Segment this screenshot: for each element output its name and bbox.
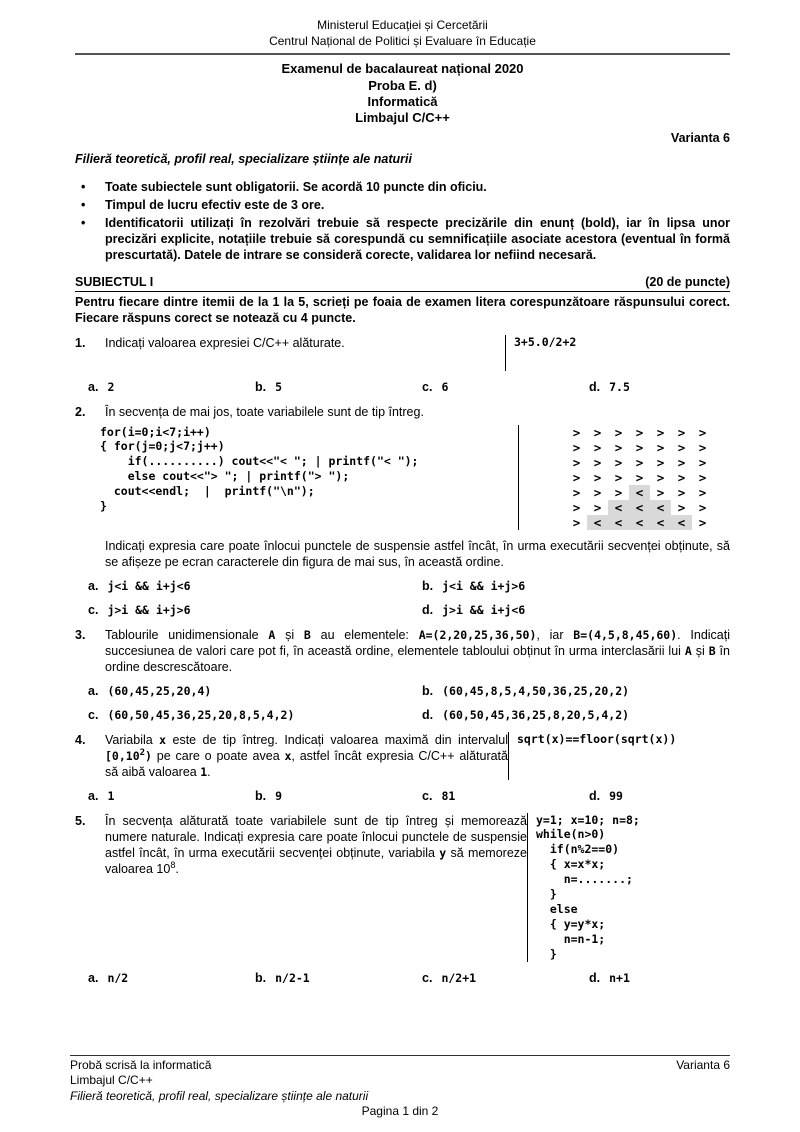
answer-letter: b. (422, 683, 434, 698)
question-3 (75, 627, 730, 723)
answer-letter: a. (88, 788, 99, 803)
answer-option-d (576, 379, 743, 395)
answer-row (75, 379, 730, 395)
answer-value: n+1 (609, 970, 630, 985)
answer-row (75, 788, 730, 804)
answer-option-c (75, 602, 409, 618)
footer-page-number: Pagina 1 din 2 (361, 1104, 439, 1119)
variant-label: Varianta 6 (670, 130, 730, 145)
question-number: 3. (75, 627, 86, 642)
answer-letter: c. (422, 379, 433, 394)
answer-value: 9 (275, 788, 283, 803)
answer-letter: d. (422, 707, 434, 722)
subject-line: Informatică (367, 93, 438, 109)
answer-option-d (409, 602, 743, 618)
section-points: (20 de puncte) (645, 274, 730, 289)
track-line: Filieră teoretică, profil real, specializare științe ale naturii (75, 151, 412, 166)
bullet-icon: • (81, 215, 86, 230)
instruction-item (75, 215, 730, 263)
question-4 (75, 732, 730, 804)
question-text: În secvența de mai jos, toate variabilele sunt de tip întreg. (105, 404, 424, 419)
answer-letter: d. (589, 970, 601, 985)
answer-option-c (409, 788, 576, 804)
answer-value: 99 (609, 788, 623, 803)
question-code-panel (527, 813, 730, 962)
answer-letter: b. (422, 578, 434, 593)
answer-option-d (409, 707, 743, 723)
answer-row (75, 602, 730, 618)
question-followup: Indicați expresia care poate înlocui punctele de suspensie astfel încât, în urma executării secvenței obținute, să se afișeze pe ecran caracterele din figura de mai sus, în această ordine. (105, 538, 730, 569)
answer-option-c (75, 707, 409, 723)
answer-option-a (75, 970, 242, 986)
answer-option-b (242, 970, 409, 986)
answer-value: 2 (107, 379, 115, 394)
answer-letter: b. (255, 788, 267, 803)
question-number: 2. (75, 404, 86, 419)
section-header (75, 274, 730, 292)
answer-letter: c. (422, 970, 433, 985)
answer-value: j>i && i+j>6 (107, 602, 191, 617)
question-text: Variabila x este de tip întreg. Indicați valoarea maximă din intervalul [0,10$^2$) pe care o poate avea x, astfel încât expresia C/C++ alăturată să aibă valoarea 1. (105, 732, 508, 779)
proba-line: Proba E. d) (368, 77, 437, 93)
answer-value: n/2 (107, 970, 129, 985)
question-text: Indicați valoarea expresiei C/C++ alăturate. (105, 335, 345, 350)
answer-value: (60,45,8,5,4,50,36,25,20,2) (442, 683, 630, 698)
instruction-item (75, 197, 730, 213)
answer-letter: a. (88, 970, 99, 985)
answer-letter: d. (589, 379, 601, 394)
bullet-icon: • (81, 197, 86, 212)
footer-language: Limbajul C/C++ (70, 1073, 153, 1088)
question-1 (75, 335, 730, 395)
answer-value: 81 (441, 788, 456, 803)
answer-value: (60,50,45,36,25,20,8,5,4,2) (107, 707, 295, 722)
answer-value: 6 (441, 379, 449, 394)
answer-value: 5 (275, 379, 283, 394)
answer-value: 1 (107, 788, 115, 803)
exam-title: Examenul de bacalaureat național 2020 (281, 61, 524, 77)
answer-value: j>i && i+j<6 (442, 602, 526, 617)
title-block (75, 61, 730, 125)
question-5 (75, 813, 730, 986)
answer-letter: c. (88, 707, 99, 722)
answer-row (75, 970, 730, 986)
answer-value: j<i && i+j<6 (107, 578, 191, 593)
answer-option-a (75, 578, 409, 594)
answer-row (75, 683, 730, 699)
footer-track: Filieră teoretică, profil real, specializare științe ale naturii (70, 1088, 369, 1103)
question-text: Tablourile unidimensionale A și B au elementele: A=(2,20,25,36,50), iar B=(4,5,8,45,60). Indicați succesiunea de valori care pot fi, în această ordine, elementele tabloului obținut în urma interclasării lui A și B în ordine descrescătoare. (105, 627, 731, 674)
language-line: Limbajul C/C++ (355, 110, 450, 126)
footer-divider (70, 1055, 730, 1056)
code-snippet: sqrt(x)==floor(sqrt(x)) (517, 731, 677, 746)
answer-option-b (242, 788, 409, 804)
answer-letter: c. (88, 602, 99, 617)
output-pattern: > > > > > > > > > > > > > > > > > > > > > > > > > > > > > > > < > > > > > < < < > > > < < < < < > (518, 425, 713, 530)
question-text: În secvența alăturată toate variabilele sunt de tip întreg și memorează numere naturale. Indicați expresia care poate înlocui punctele de suspensie astfel încât, în urma executării secvenței obținute, variabila y să memoreze valoarea $10^8$. (105, 813, 527, 876)
page-footer (70, 1055, 730, 1120)
answer-option-a (75, 379, 242, 395)
answer-option-b (242, 379, 409, 395)
question-number: 1. (75, 335, 86, 350)
instruction-text: Toate subiectele sunt obligatorii. Se acordă 10 puncte din oficiu. (105, 179, 487, 194)
question-number: 5. (75, 813, 86, 828)
answer-option-c (409, 970, 576, 986)
code-snippet: 3+5.0/2+2 (514, 334, 577, 349)
question-number: 4. (75, 732, 86, 747)
answer-letter: c. (422, 788, 433, 803)
answer-letter: a. (88, 578, 99, 593)
answer-value: (60,50,45,36,25,8,20,5,4,2) (442, 707, 630, 722)
code-block: for(i=0;i<7;i++) { for(j=0;j<7;j++) if(..........) cout<<"< "; | printf("< "); else cout<<"> "; | printf("> "); cout<<endl; | printf("\n"); } (100, 424, 419, 514)
answer-letter: a. (88, 379, 99, 394)
answer-letter: d. (422, 602, 434, 617)
instruction-text: Timpul de lucru efectiv este de 3 ore. (105, 197, 325, 212)
bullet-icon: • (81, 179, 86, 194)
answer-letter: d. (589, 788, 601, 803)
footer-exam-type: Probă scrisă la informatică (70, 1057, 212, 1072)
instructions-list (75, 179, 730, 263)
instruction-text: Identificatorii utilizați în rezolvări trebuie să respecte precizările din enunț (bold), iar în lipsa unor precizări explicite, notațiile trebuie să corespundă cu semnificațiile asociate acestora (eventual în formă prescurtată). Datele de intrare se consideră corecte, validarea lor nefiind necesară. (105, 215, 730, 262)
answer-value: j<i && i+j>6 (442, 578, 526, 593)
section-intro: Pentru fiecare dintre itemii de la 1 la 5, scrieți pe foaia de examen litera corespunzătoare răspunsului corect. Fiecare răspuns corect se notează cu 4 puncte. (75, 294, 730, 325)
document-header (75, 18, 730, 49)
answer-value: n/2-1 (275, 970, 310, 985)
code-figure (100, 425, 730, 530)
question-2 (75, 404, 730, 618)
answer-value: 7.5 (609, 379, 630, 394)
answer-row (75, 578, 730, 594)
answer-option-a (75, 683, 409, 699)
answer-letter: a. (88, 683, 99, 698)
instruction-item (75, 179, 730, 195)
footer-variant: Varianta 6 (676, 1057, 730, 1072)
answer-option-d (576, 970, 743, 986)
answer-option-b (409, 683, 743, 699)
answer-row (75, 707, 730, 723)
header-divider (75, 53, 730, 55)
answer-option-d (576, 788, 743, 804)
answer-value: (60,45,25,20,4) (107, 683, 212, 698)
answer-letter: b. (255, 379, 267, 394)
center-name: Centrul Național de Politici și Evaluare în Educație (269, 33, 536, 48)
question-code-panel (508, 732, 730, 780)
answer-letter: b. (255, 970, 267, 985)
answer-option-b (409, 578, 743, 594)
answer-option-a (75, 788, 242, 804)
ministry-name: Ministerul Educației și Cercetării (317, 18, 488, 32)
answer-value: n/2+1 (441, 970, 477, 985)
question-code-panel (505, 335, 730, 371)
code-block: y=1; x=10; n=8; while(n>0) if(n%2==0) { x=x*x; n=.......; } else { y=y*x; n=n-1; } (536, 812, 640, 961)
section-title: SUBIECTUL I (75, 274, 154, 289)
answer-option-c (409, 379, 576, 395)
